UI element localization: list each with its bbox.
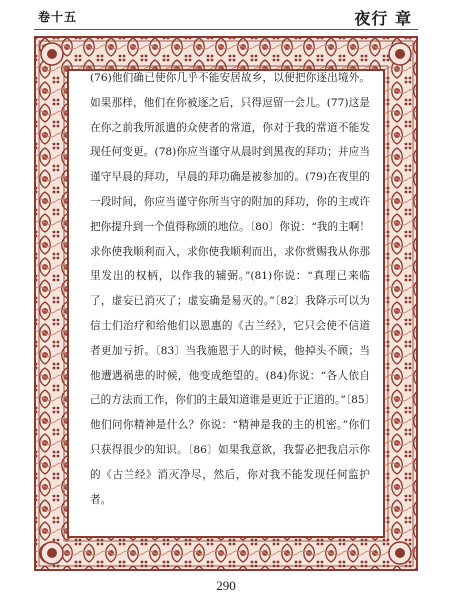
header-rule	[34, 29, 418, 30]
running-header-chapter: 夜行 章	[354, 9, 412, 28]
running-header-volume: 卷十五	[38, 10, 78, 24]
verse-paragraph: (76)他们确已使你几乎不能安居故乡，以便把你逐出境外。如果那样，他们在你被逐之后，只得逗留一会儿。(77)这是在你之前我所派遣的众使者的常道，你对于我的常道不能发现任何变更。(78)你应当谨守从晨时到黑夜的拜功；并应当谨守早晨的拜功，早晨的拜功确是被参加的。(79)在夜里的一段时间，你应当谨守你所当守的附加的拜功，你的主或许把你提升到一个值得称颂的地位。〔80〕你说：“我的主啊！求你使我顺利而入，求你使我顺利而出，求你赏赐我从你那里发出的权柄，以作我的辅弼。”(81)你说：“真理已来临了，虚妄已消灭了；虚妄确是易灭的。”〔82〕我降示可以为信士们治疗和给他们以恩惠的《古兰经》，它只会使不信道者更加亏折。〔83〕当我施恩于人的时候，他掉头不顾；当他遭遇祸患的时候，他变成绝望的。(84)你说：“各人依自己的方法而工作，你们的主最知道谁是更近于正道的。”〔85〕他们问你精神是什么？你说：“精神是我的主的机密。”你们只获得很少的知识。〔86〕如果我意欲，我誓必把我启示你的《古兰经》消灭净尽，然后，你对我不能发现任何监护者。	[90, 72, 370, 506]
verse-text	[90, 66, 370, 550]
page-number: 290	[216, 578, 236, 593]
